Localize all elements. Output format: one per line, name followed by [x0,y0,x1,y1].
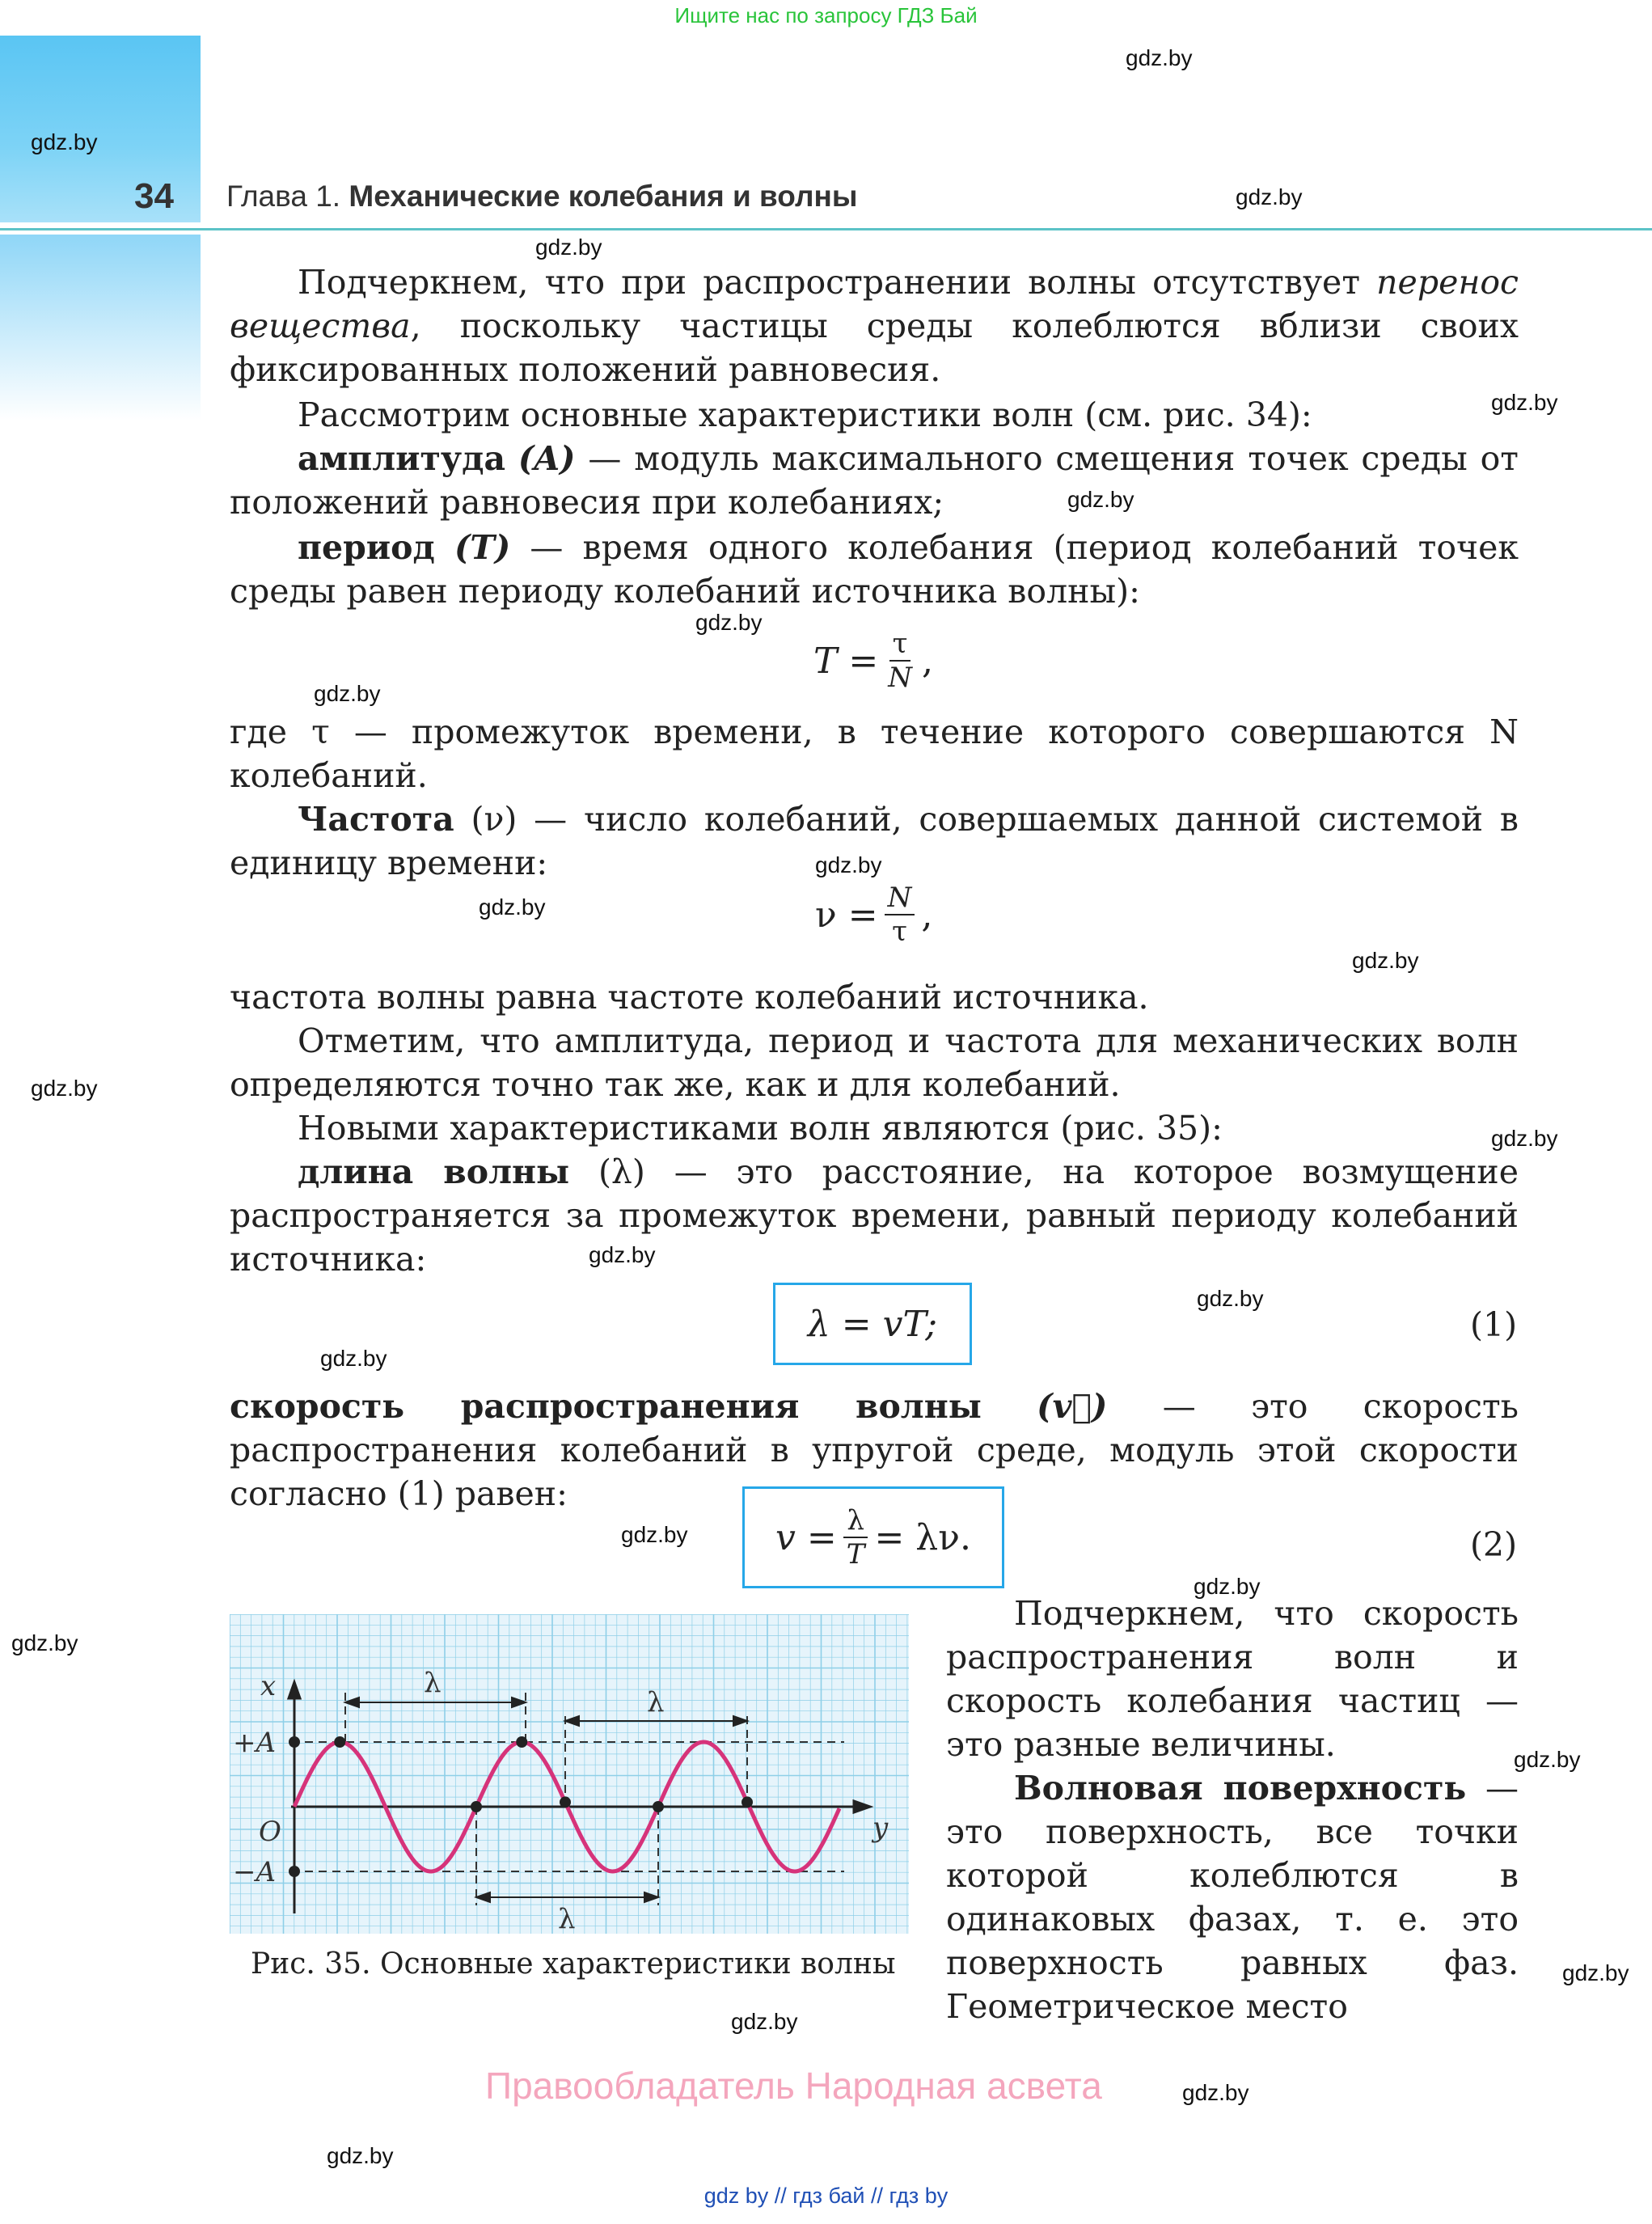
paragraph-no-matter-transfer: Подчеркнем, что при распространении волны отсутствует перенос вещества, поскольку частицы среды колеблются вблизи своих фиксированных положений равновесия. [230,263,1519,389]
watermark: gdz.by [1182,2080,1249,2105]
paragraph-new-characteristics: Новыми характеристиками волн являются (рис. 35): [298,1109,1223,1148]
watermark: gdz.by [1197,1286,1264,1311]
watermark: gdz.by [1514,1747,1581,1772]
watermark: gdz.by [815,852,882,877]
wave-figure [230,1614,909,1934]
label-plus-a: +A [233,1727,277,1759]
paragraph-tau-definition: где τ — промежуток времени, в течение которого совершаются N колебаний. [230,712,1519,795]
wave-point [741,1796,753,1808]
paragraph-amplitude: амплитуда (A) — модуль максимального смещения точек среды от положений равновесия при колебаниях; [230,439,1519,522]
paragraph-wave-speed: скорость распространения волны (v⃗) — это скорость распространения колебаний в упругой среде, модуль этой скорости согласно (1) равен: [230,1387,1519,1513]
page-tab-fade [0,235,201,421]
label-minus-a: −A [233,1856,277,1888]
label-axis-x: x [260,1670,277,1702]
watermark: gdz.by [1352,948,1419,973]
watermark: gdz.by [320,1346,387,1371]
watermark: gdz.by [11,1630,78,1655]
watermark: gdz.by [31,1076,98,1101]
watermark: gdz.by [535,235,602,260]
watermark: gdz.by [695,610,763,635]
watermark: gdz.by [314,681,381,706]
watermark: gdz.by [1562,1960,1629,1985]
paragraph-wave-surface: Волновая поверхность — это поверхность, все точки которой колеблются в одинаковых фазах, т. е. это поверхность равных фаз. Геометрическое место [946,1769,1519,2026]
top-banner: Ищите нас по запросу ГДЗ Бай [674,3,978,27]
paragraph-frequency: Частота (ν) — число колебаний, совершаемых данной системой в единицу времени: [230,800,1519,882]
footer-links[interactable]: gdz by // гдз бай // гдз by [703,2184,949,2208]
wave-point [289,1736,300,1748]
watermark: gdz.by [731,2009,798,2034]
label-origin: O [259,1816,281,1848]
label-axis-y: y [872,1812,889,1844]
header-rule [0,228,1652,230]
chapter-title: Глава 1. Механические колебания и волны [226,180,858,213]
label-lambda-bottom: λ [558,1903,576,1934]
formula-wavelength-box: λ = vT; [773,1283,972,1365]
wave-point [334,1736,345,1748]
wave-point [516,1736,527,1748]
watermark: gdz.by [1194,1574,1261,1599]
paragraph-same-characteristics: Отметим, что амплитуда, период и частота для механических волн определяются точно так же, как и для колебаний. [230,1021,1519,1104]
wave-point [471,1801,482,1812]
watermark: gdz.by [31,129,98,154]
watermark: gdz.by [327,2143,394,2168]
figure-caption: Рис. 35. Основные характеристики волны [251,1947,896,1981]
paragraph-period: период (T) — время одного колебания (период колебаний точек среды равен периоду колебаний источника волны): [230,528,1519,611]
formula-period: T = $\frac{\tau}{N}$ , [813,628,933,694]
equation-number-2: (2) [1470,1525,1518,1564]
formula-frequency: ν = $\frac{N}{\tau}$ , [815,882,933,948]
watermark: gdz.by [1067,487,1134,512]
equation-number-1: (1) [1470,1305,1518,1344]
paragraph-wavelength: длина волны (λ) — это расстояние, на которое возмущение распространяется за промежуток времени, равный периоду колебаний источника: [230,1152,1519,1279]
paragraph-characteristics-intro: Рассмотрим основные характеристики волн (см. рис. 34): [298,395,1312,434]
watermark: gdz.by [589,1242,656,1267]
watermark: gdz.by [479,894,546,920]
figure-background [230,1614,909,1934]
watermark: gdz.by [1491,390,1558,415]
formula-wave-speed-box: v = $\frac{\lambda}{T}$ = λν. [742,1486,1004,1588]
page-number: 34 [134,176,174,216]
label-lambda-top: λ [424,1667,442,1699]
label-lambda-middle: λ [647,1686,665,1719]
wave-point [289,1866,300,1877]
watermark: gdz.by [1236,184,1303,209]
wave-point [653,1801,664,1812]
paragraph-speed-difference: Подчеркнем, что скорость распространения волн и скорость колебания частиц — это разные величины. [946,1594,1519,1764]
watermark: gdz.by [1126,45,1193,70]
paragraph-wave-frequency: частота волны равна частоте колебаний источника. [230,978,1149,1017]
wave-point [560,1796,571,1808]
watermark: gdz.by [1491,1126,1558,1151]
copyright-notice: Правообладатель Народная асвета [485,2065,1102,2107]
watermark: gdz.by [621,1522,688,1547]
